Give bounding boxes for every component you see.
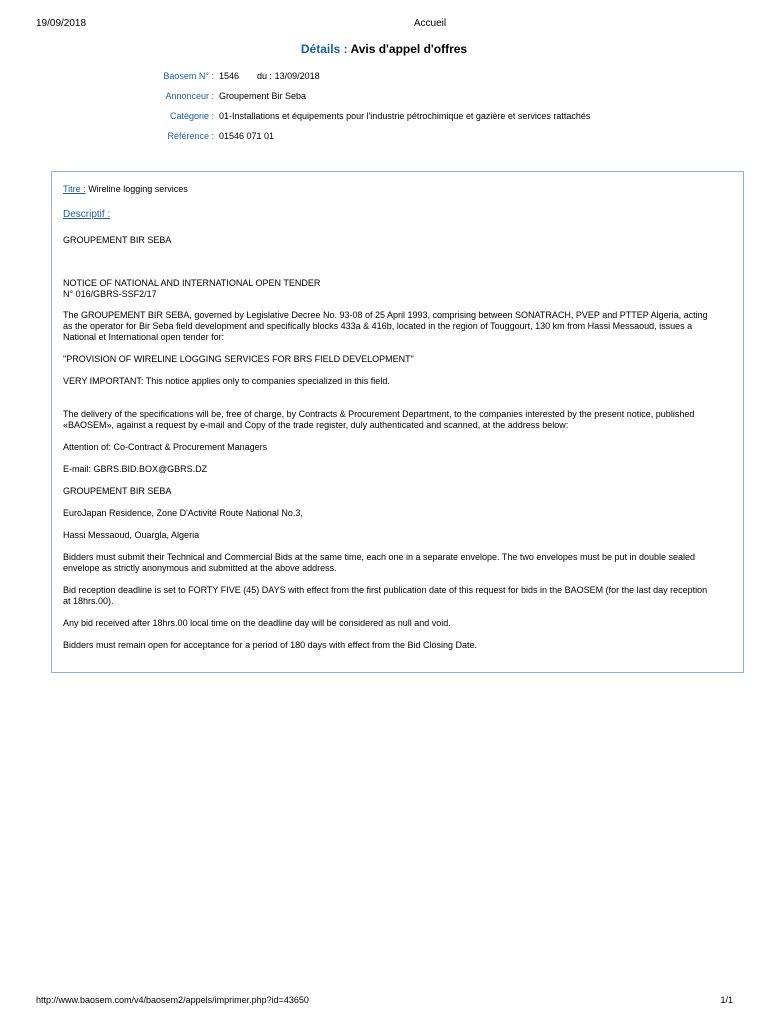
notice-heading: NOTICE OF NATIONAL AND INTERNATIONAL OPEN TENDER [63,278,321,288]
delivery-paragraph: The delivery of the specifications will be, free of charge, by Contracts & Procurement Department, to the companies interested by the present notice, published «BAOSEM», against a request by e-mail and Copy of the trade register, duly authenticated and scanned, at the address below: [63,409,695,430]
print-page-title: Accueil [413,18,447,29]
notice-box [51,171,744,673]
intro-paragraph: The GROUPEMENT BIR SEBA, governed by Legislative Decree No. 93-08 of 25 April 1993, comprising between SONATRACH, PVEP and PTTEP Algeria, acting as the operator for Bir Seba field development and specifically blocks 433a & 416b, located in the region of Touggourt, 130 km from Hassi Messaoud, issues a National et International open tender for: [63,310,708,342]
important-line: VERY IMPORTANT: This notice applies only to companies specialized in this field. [63,376,390,386]
category-label: Catégorie : [169,111,214,121]
date-label: du : [257,71,273,81]
heading-prefix: Détails : [300,42,348,56]
title-label: Titre : [63,184,86,194]
validity-line: Bidders must remain open for acceptance for a period of 180 days with effect from the Bid Closing Date. [63,640,478,650]
company-name: GROUPEMENT BIR SEBA [63,235,172,245]
page-heading [0,42,768,56]
address-line-1: EuroJapan Residence, Zone D'Activité Route National No.3, [63,508,303,518]
meta-block [128,71,590,151]
notice-title: Wireline logging services [88,184,188,194]
category-value: 01-Installations et équipements pour l'industrie pétrochimique et gazière et services rattachés [219,111,591,121]
print-date: 19/09/2018 [36,18,87,29]
announcer-label: Annonceur : [165,91,214,101]
descriptif-label: Descriptif : [63,209,111,220]
heading-title: Avis d'appel d'offres [350,42,468,56]
attention-line: Attention of: Co-Contract & Procurement Managers [63,442,268,452]
reference-label: Référence : [167,131,214,141]
address-line-2: Hassi Messaoud, Ouargla, Algeria [63,530,200,540]
meta-row-reference [128,131,590,151]
footer-page-number: 1/1 [720,995,733,1005]
title-line [63,184,713,209]
footer-url: http://www.baosem.com/v4/baosem2/appels/imprimer.php?id=43650 [36,995,309,1005]
notice-number: N° 016/GBRS-SSF2/17 [63,289,157,299]
bids-paragraph: Bidders must submit their Technical and Commercial Bids at the same time, each one in a separate envelope. The two envelopes must be put in double sealed envelope as strictly anonymous and submitted at the above address. [63,552,696,573]
reference-value: 01546 071 01 [219,131,275,141]
baosem-label: Baosem N° : [163,71,214,81]
company-name-2: GROUPEMENT BIR SEBA [63,486,172,496]
late-bids-line: Any bid received after 18hrs.00 local time on the deadline day will be considered as null and void. [63,618,451,628]
meta-row-category [128,111,590,131]
deadline-paragraph: Bid reception deadline is set to FORTY FIVE (45) DAYS with effect from the first publication date of this request for bids in the BAOSEM (for the last day reception at 18hrs.00). [63,585,708,606]
announcer-value: Groupement Bir Seba [219,91,307,101]
notice-content [63,184,713,651]
service-line: "PROVISION OF WIRELINE LOGGING SERVICES FOR BRS FIELD DEVELOPMENT" [63,354,414,364]
meta-row-baosem [128,71,590,91]
baosem-number: 1546 [219,71,240,81]
publication-date: 13/09/2018 [274,71,320,81]
email-line: E-mail: GBRS.BID.BOX@GBRS.DZ [63,464,208,474]
meta-row-announcer [128,91,590,111]
